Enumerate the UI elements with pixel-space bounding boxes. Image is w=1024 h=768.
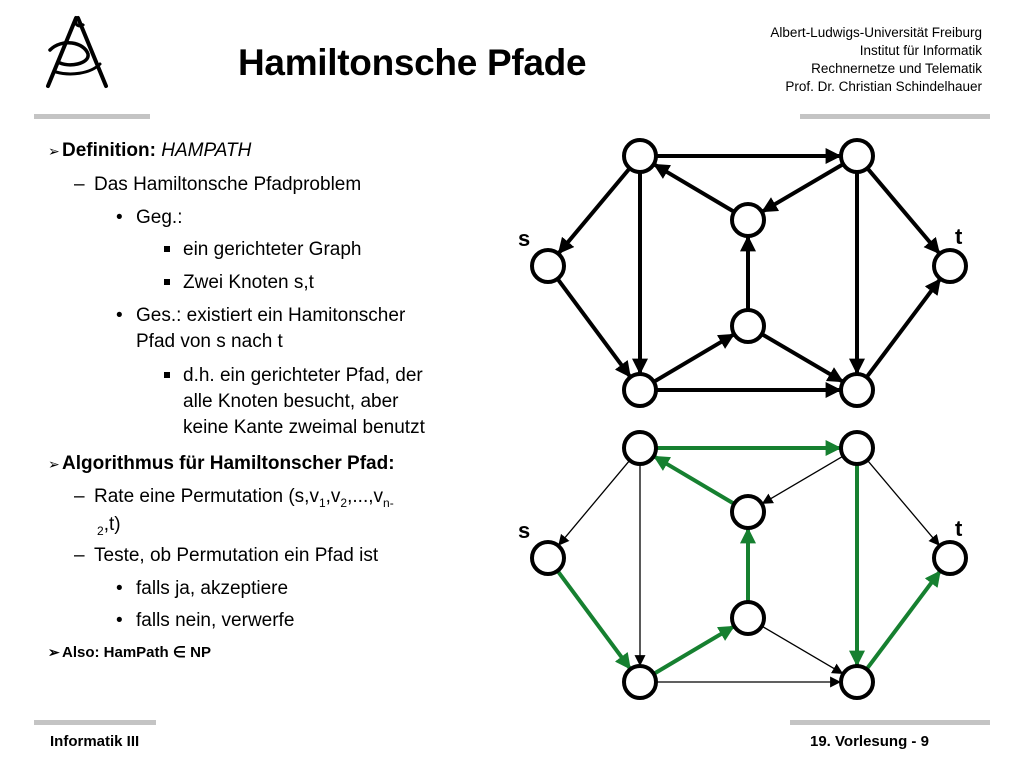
dot-bullet: • (116, 578, 123, 599)
definition-bullet: ➢ Definition: HAMPATH (48, 140, 252, 161)
dash-bullet: – (74, 545, 85, 566)
input-edge-b-c (763, 164, 844, 211)
dot-bullet: • (116, 610, 123, 631)
definition-term: HAMPATH (161, 140, 252, 161)
solution-edge-e-d (654, 627, 734, 674)
solution-node-t (934, 542, 966, 574)
dash-bullet: – (74, 486, 85, 507)
arrow-bullet-icon: ➢ (48, 456, 60, 472)
input-edge-e-d (654, 335, 734, 382)
solution-label-t: t (955, 516, 963, 541)
input-node-c (732, 204, 764, 236)
arrow-bullet-icon: ➢ (48, 644, 60, 660)
department-name: Rechnernetze und Telematik (811, 61, 982, 76)
input-edge-d-f (762, 334, 843, 381)
dot-bullet: • (116, 207, 123, 228)
solution-label-s: s (518, 518, 531, 543)
header-rule-right (800, 114, 990, 119)
input-label-s: s (518, 226, 531, 251)
university-logo (28, 12, 128, 94)
solution-edge-a-s (559, 460, 630, 545)
graph-diagrams (500, 128, 1000, 708)
sought-item-continued: Pfad von s nach t (136, 331, 283, 352)
problem-item: – Das Hamiltonsche Pfadproblem (74, 174, 362, 195)
given-item: • Geg.: (116, 207, 183, 228)
input-node-e (624, 374, 656, 406)
institution-info (770, 24, 982, 96)
input-node-t (934, 250, 966, 282)
input-graph (518, 140, 966, 406)
header-rule-left (34, 114, 150, 119)
square-bullet (164, 246, 170, 252)
solution-node-b (841, 432, 873, 464)
solution-node-f (841, 666, 873, 698)
university-name: Albert-Ludwigs-Universität Freiburg (770, 25, 982, 40)
professor-name: Prof. Dr. Christian Schindelhauer (785, 79, 982, 94)
dot-bullet: • (116, 305, 123, 326)
footer-rule-left (34, 720, 156, 725)
solution-node-a (624, 432, 656, 464)
solution-edge-b-t (867, 460, 939, 545)
solution-edge-s-e (558, 571, 630, 668)
footer-rule-right (790, 720, 990, 725)
accept-item: • falls ja, akzeptiere (116, 578, 289, 599)
footer-lecture: 19. Vorlesung - 9 (810, 733, 929, 750)
element-of-symbol: ∈ (172, 644, 186, 661)
sought-detail-line3: keine Kante zweimal benutzt (183, 417, 425, 438)
solution-graph (518, 432, 966, 698)
input-node-s (532, 250, 564, 282)
square-bullet (164, 279, 170, 285)
input-edge-s-e (558, 279, 630, 376)
input-node-d (732, 310, 764, 342)
input-node-f (841, 374, 873, 406)
sought-detail-line2: alle Knoten besucht, aber (183, 391, 399, 412)
input-edge-a-s (559, 168, 630, 253)
solution-edge-f-t (867, 572, 940, 670)
institute-name: Institut für Informatik (859, 43, 982, 58)
input-node-a (624, 140, 656, 172)
given-nodes-item: Zwei Knoten s,t (164, 272, 314, 294)
solution-node-s (532, 542, 564, 574)
test-item: – Teste, ob Permutation ein Pfad ist (74, 545, 379, 566)
reject-item: • falls nein, verwerfe (116, 610, 295, 631)
conclusion-bullet: ➢ Also: HamPath ∈ NP (48, 644, 211, 661)
arrow-bullet-icon: ➢ (48, 143, 60, 159)
algorithm-bullet: ➢ Algorithmus für Hamiltonscher Pfad: (48, 453, 395, 474)
dash-bullet: – (74, 174, 85, 195)
solution-node-d (732, 602, 764, 634)
guess-item-continued: $_2$,t) (97, 514, 121, 538)
solution-edge-d-f (762, 626, 843, 673)
solution-node-e (624, 666, 656, 698)
given-graph-item: ein gerichteter Graph (164, 239, 362, 261)
input-label-t: t (955, 224, 963, 249)
solution-edge-c-a (655, 457, 735, 504)
square-bullet (164, 372, 170, 378)
page-title: Hamiltonsche Pfade (238, 42, 587, 83)
input-edge-f-t (867, 280, 940, 378)
input-edge-b-t (867, 168, 939, 253)
guess-item: – Rate eine Permutation ($s,v_1,v_2,...,v_{n-}$ (74, 486, 394, 510)
solution-node-c (732, 496, 764, 528)
input-node-b (841, 140, 873, 172)
sought-item: • Ges.: existiert ein Hamitonscher (116, 305, 406, 326)
sought-detail-line1: d.h. ein gerichteter Pfad, der (164, 365, 423, 387)
input-edge-c-a (655, 165, 735, 212)
footer-course: Informatik III (50, 733, 140, 750)
solution-edge-b-c (763, 456, 844, 503)
